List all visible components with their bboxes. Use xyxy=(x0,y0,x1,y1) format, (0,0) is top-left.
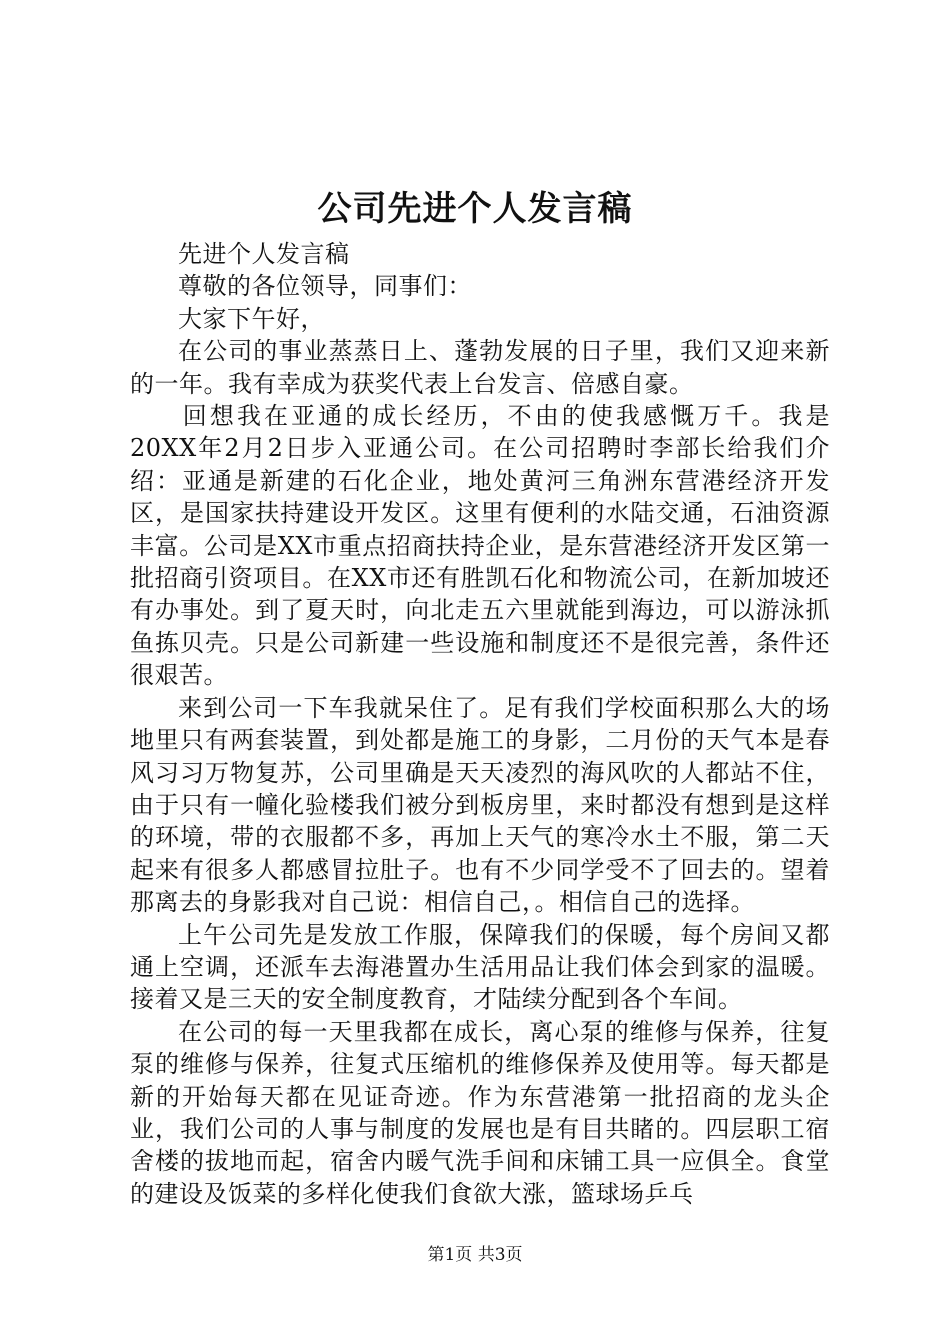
paragraph-growth: 在公司的每一天里我都在成长，离心泵的维修与保养，往复泵的维修与保养，往复式压缩机的维修保养及使用等。每天都是新的开始每天都在见证奇迹。作为东营港第一批招商的龙头企业，我们公司的人事与制度的发展也是有目共睹的。四层职工宿舍楼的拔地而起，宿舍内暖气洗手间和床铺工具一应俱全。食堂的建设及饭菜的多样化使我们食欲大涨，篮球场乒乓 xyxy=(130,1017,830,1208)
paragraph-care: 上午公司先是发放工作服，保障我们的保暖，每个房间又都通上空调，还派车去海港置办生活用品让我们体会到家的温暖。接着又是三天的安全制度教育，才陆续分配到各个车间。 xyxy=(130,920,830,1014)
paragraph-heading: 先进个人发言稿 xyxy=(178,240,350,268)
page-number: 第1页 共3页 xyxy=(427,1245,523,1265)
document-body xyxy=(130,238,830,1210)
paragraph-recollection: 回想我在亚通的成长经历，不由的使我感慨万千。我是20XX年2月2日步入亚通公司。在公司招聘时李部长给我们介绍：亚通是新建的石化企业，地处黄河三角洲东营港经济开发区，是国家扶持建设开发区。这里有便利的水陆交通，石油资源丰富。公司是XX市重点招商扶持企业，是东营港经济开发区第一批招商引资项目。在XX市还有胜凯石化和物流公司，在新加坡还有办事处。到了夏天时，向北走五六里就能到海边，可以游泳抓鱼拣贝壳。只是公司新建一些设施和制度还不是很完善，条件还很艰苦。 xyxy=(130,402,830,690)
paragraph-intro: 在公司的事业蒸蒸日上、蓬勃发展的日子里，我们又迎来新的一年。我有幸成为获奖代表上台发言、倍感自豪。 xyxy=(130,337,830,398)
paragraph-greeting: 大家下午好， xyxy=(178,304,325,333)
paragraph-arrival: 来到公司一下车我就呆住了。足有我们学校面积那么大的场地里只有两套装置，到处都是施工的身影，二月份的天气本是春风习习万物复苏，公司里确是天天凌烈的海风吹的人都站不住，由于只有一幢化验楼我们被分到板房里，来时都没有想到是这样的环境，带的衣服都不多，再加上天气的寒冷水土不服，第二天起来有很多人都感冒拉肚子。也有不少同学受不了回去的。望着那离去的身影我对自己说：相信自己，。相信自己的选择。 xyxy=(130,693,830,917)
paragraph-salutation: 尊敬的各位领导，同事们： xyxy=(178,272,472,301)
document-title: 公司先进个人发言稿 xyxy=(317,189,633,229)
